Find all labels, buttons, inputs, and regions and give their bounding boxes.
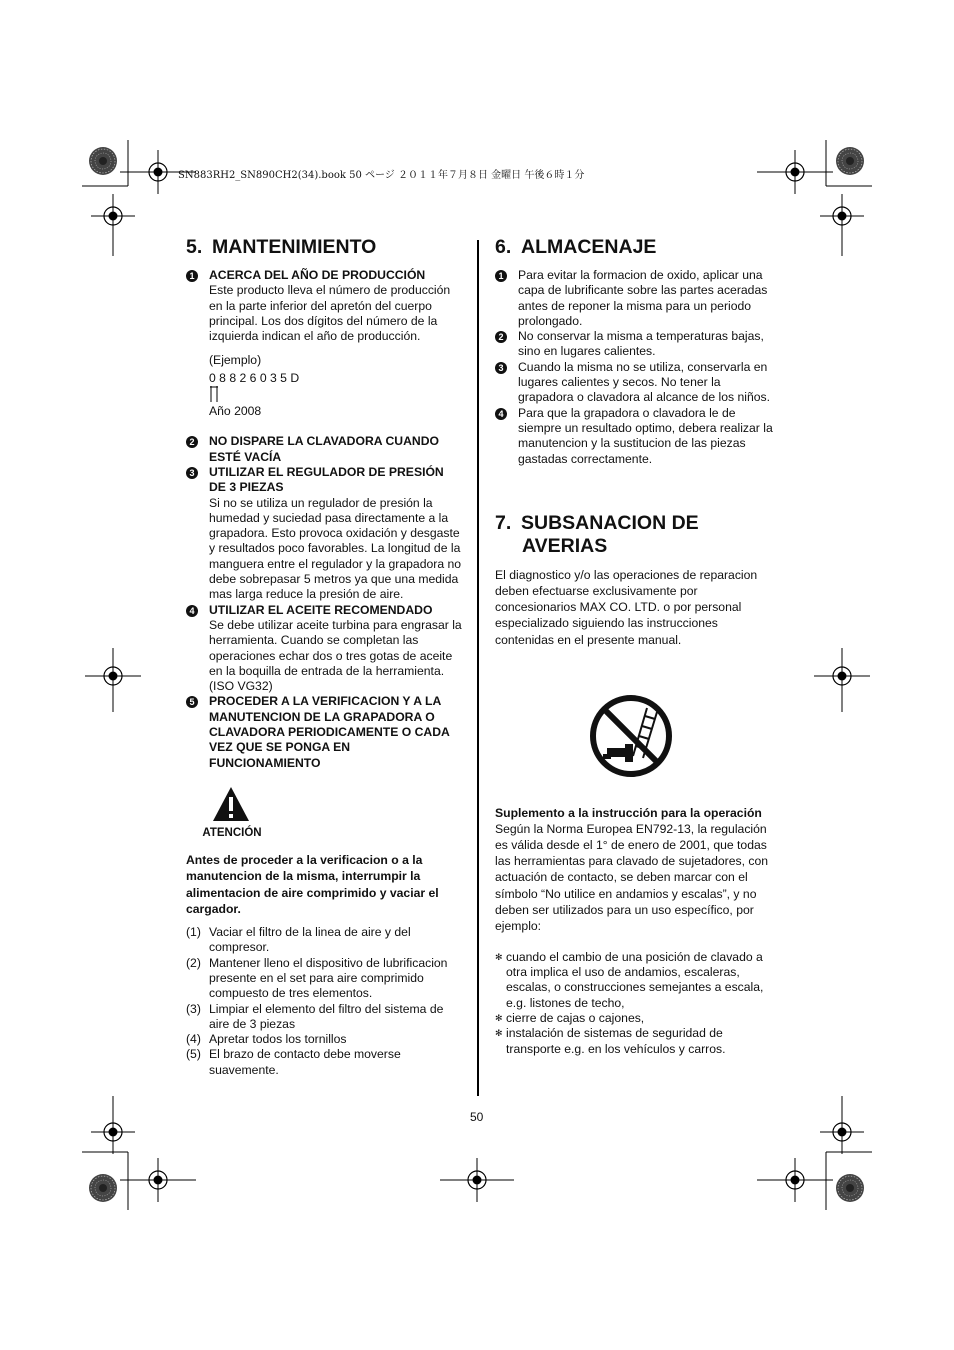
example-year: Año 2008 (209, 404, 262, 419)
bullet-item: ✻ instalación de sistemas de seguridad de transporte e.g. en los vehículos y carros. (495, 1026, 726, 1056)
year-pointer-icon (209, 386, 229, 404)
step-item: (4) Apretar todos los tornillos (186, 1032, 347, 1047)
asterisk-bullet-icon: ✻ (495, 1013, 503, 1024)
storage-item: 1 Para evitar la formacion de oxido, aplicar una capa de lubrificante sobre las partes aceradas antes de reponer la misma para un periodo prolongado. (495, 268, 775, 329)
maintenance-item-4 (186, 603, 462, 695)
item-text: Este producto lleva el número de producción en la parte inferior del apretón del cuerpo principal. Los dos dígitos del número de la izquierda indican el año de producción. (209, 283, 451, 344)
registration-mark-icon (91, 194, 135, 238)
storage-item: 3 Cuando la misma no se utiliza, conservarla en lugares calientes y secos. No tener la grapadora o clavadora al alcance de los niños. (495, 360, 775, 406)
section-5-heading: 5. MANTENIMIENTO (186, 236, 377, 258)
item-heading: UTILIZAR EL ACEITE RECOMENDADO (209, 602, 433, 617)
maintenance-item-1 (186, 268, 462, 419)
step-item: (3) Limpiar el elemento del filtro del sistema de aire de 3 piezas (186, 1001, 444, 1031)
supplement-text: Según la Norma Europea EN792-13, la regulación es válida desde el 1° de enero de 2001, que todas las herramientas para clavado de sujetadores, con actuación de contacto, se deben marcar con el símbolo “No utilice en andamios y escalas”, y no deben ser utilizados para un uso específico, por ejemplo: (495, 822, 769, 933)
item-heading: PROCEDER A LA VERIFICACION Y A LA MANUTENCION DE LA GRAPADORA O CLAVADORA PERIODICAMENTE O CADA VEZ QUE SE PONGA EN FUNCIONAMIENTO (209, 694, 450, 770)
color-target-icon (89, 147, 117, 175)
maintenance-item-2 (186, 434, 462, 465)
example-code: 0 8 8 2 6 0 3 5 D (209, 370, 300, 385)
storage-item: 4 Para que la grapadora o clavadora le de siempre un resultado optimo, debera realizar la manutencion y la sustitucion de las piezas gastadas correctamente. (495, 406, 775, 467)
step-item: (5) El brazo de contacto debe moverse suavemente. (186, 1047, 401, 1077)
example-label: (Ejemplo) (209, 353, 262, 368)
color-target-icon (836, 147, 864, 175)
column-divider (477, 240, 479, 1096)
registration-mark-icon (91, 1110, 135, 1154)
section-7-text: El diagnostico y/o las operaciones de reparacion deben efectuarse exclusivamente por concesionarios MAX CO. LTD. o por personal especializado siguiendo las instrucciones contenidas en el presente manual. (495, 567, 758, 647)
item-heading: UTILIZAR EL REGULADOR DE PRESIÓN DE 3 PIEZAS (209, 464, 444, 495)
warning-triangle-icon (211, 785, 251, 823)
registration-mark-icon (820, 194, 864, 238)
supplement-heading: Suplemento a la instrucción para la operación (495, 805, 762, 820)
circled-number: 4 (186, 605, 198, 617)
warning-label: ATENCIÓN (202, 826, 262, 839)
color-target-icon (836, 1174, 864, 1202)
right-column (495, 236, 775, 1057)
warning-text: Antes de proceder a la verificacion o a la manutencion de la misma, interrumpir la alimentacion de aire comprimido y vaciar el cargador. (186, 853, 439, 916)
color-target-icon (89, 1174, 117, 1202)
section-6-heading: 6. ALMACENAJE (495, 236, 657, 258)
print-header: SN883RH2_SN890CH2(34).book 50 ページ ２０１１年７月８日 金曜日 午後６時１分 (178, 170, 585, 181)
asterisk-bullet-icon: ✻ (495, 951, 503, 962)
step-item: (2) Mantener lleno el dispositivo de lubrificacion presente en el set para aire comprimido compuesto de tres elementos. (186, 955, 448, 1001)
registration-mark-icon (820, 1110, 864, 1154)
circled-number: 2 (186, 436, 198, 448)
circled-number: 3 (186, 467, 198, 479)
supplement-bullets (495, 950, 775, 1057)
no-scaffold-ladder-icon (589, 694, 673, 778)
circled-number: 1 (186, 270, 198, 282)
storage-item: 2 No conservar la misma a temperaturas bajas, sino en lugares calientes. (495, 329, 775, 360)
circled-number: 5 (186, 696, 198, 708)
maintenance-item-5 (186, 694, 462, 770)
item-text: Si no se utiliza un regulador de presión la humedad y suciedad pasa directamente a la grapadora. Esto provoca oxidación y desgaste y resultados poco favorables. La longitud de la manguera entre el regulador y la grapadora no debe sobrepasar 5 metros ya que una medida mas larga reduce la presión de aire. (209, 495, 462, 602)
item-text: Se debe utilizar aceite turbina para engrasar la herramienta. Cuando se completan las operaciones echar dos o tres gotas de aceite en la boquilla de entrada de la herramienta. (ISO VG32) (209, 617, 462, 694)
page-number: 50 (470, 1110, 484, 1124)
section-7-heading: 7. SUBSANACION DE (495, 511, 699, 534)
left-column (186, 236, 462, 1078)
bullet-item: ✻ cierre de cajas o cajones, (495, 1011, 645, 1026)
section-7-heading-line2: AVERIAS (522, 534, 608, 557)
asterisk-bullet-icon: ✻ (495, 1028, 503, 1039)
maintenance-steps (186, 925, 462, 1078)
item-heading: ACERCA DEL AÑO DE PRODUCCIÓN (209, 268, 426, 282)
bullet-item: ✻ cuando el cambio de una posición de clavado a otra implica el uso de andamios, escaleras, escalas, o construcciones semejantes a escala, e.g. listones de techo, (495, 949, 764, 1010)
maintenance-item-3 (186, 465, 462, 603)
step-item: (1) Vaciar el filtro de la linea de aire y del compresor. (186, 925, 411, 955)
storage-list (495, 268, 775, 467)
warning-block (186, 785, 276, 841)
item-heading: NO DISPARE LA CLAVADORA CUANDO ESTÉ VACÍA (209, 434, 439, 464)
